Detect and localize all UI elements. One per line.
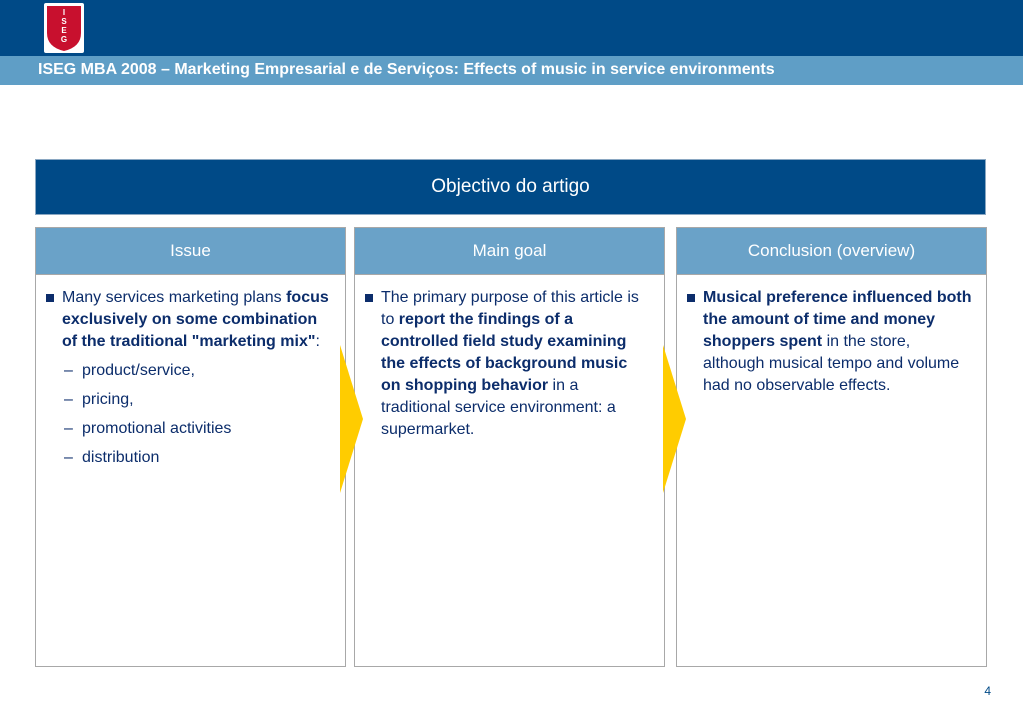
conclusion-header: Conclusion (overview): [677, 228, 986, 275]
svg-text:I: I: [62, 8, 66, 17]
sub-item-text: promotional activities: [82, 420, 232, 437]
main-goal-bullet: [365, 287, 650, 441]
sub-item-text: pricing,: [82, 391, 134, 408]
svg-text:E: E: [61, 26, 67, 35]
main-goal-text-tail: in a traditional service environment: a supermarket.: [381, 377, 616, 438]
issue-header: Issue: [36, 228, 345, 275]
issue-text-plain: Many services marketing plans: [62, 289, 287, 306]
issue-sub-item: – pricing,: [64, 389, 331, 411]
issue-sub-item: – distribution: [64, 447, 331, 469]
conclusion-text-tail: in the store, although musical tempo and volume had no observable effects.: [703, 333, 960, 394]
presentation-title: ISEG MBA 2008 – Marketing Empresarial e de Serviços: Effects of music in service environments: [38, 61, 775, 78]
objective-banner: [35, 159, 986, 215]
objective-title: Objectivo do artigo: [431, 176, 590, 197]
conclusion-column: [676, 227, 987, 667]
square-bullet-icon: [365, 294, 373, 302]
conclusion-bullet: [687, 287, 972, 397]
page-number: 4: [984, 684, 991, 698]
iseg-logo: [44, 3, 84, 53]
issue-bullet: [46, 287, 331, 353]
issue-sub-item: – promotional activities: [64, 418, 331, 440]
right-chevron-arrow-icon: [663, 345, 687, 493]
sub-item-text: product/service,: [82, 362, 195, 379]
issue-text-tail: :: [315, 333, 320, 350]
main-goal-column: [354, 227, 665, 667]
main-goal-header: Main goal: [355, 228, 664, 275]
title-bar: [0, 56, 1023, 85]
square-bullet-icon: [46, 294, 54, 302]
main-goal-text-bold: report the findings of a controlled field study examining the effects of background music on shopping behavior: [381, 311, 628, 394]
right-chevron-arrow-icon: [340, 345, 364, 493]
svg-text:S: S: [61, 17, 67, 26]
conclusion-body: [677, 275, 986, 397]
issue-column: [35, 227, 346, 667]
issue-body: [36, 275, 345, 469]
main-goal-text-plain: The primary purpose of this article is to: [381, 289, 639, 328]
top-bar: [0, 0, 1023, 56]
main-goal-body: [355, 275, 664, 441]
svg-text:G: G: [60, 35, 68, 44]
conclusion-text-bold: Musical preference influenced both the amount of time and money shoppers spent: [703, 289, 972, 350]
issue-sub-item: – product/service,: [64, 360, 331, 382]
square-bullet-icon: [687, 294, 695, 302]
issue-text-bold: focus exclusively on some combination of the traditional "marketing mix": [62, 289, 329, 350]
sub-item-text: distribution: [82, 449, 160, 466]
